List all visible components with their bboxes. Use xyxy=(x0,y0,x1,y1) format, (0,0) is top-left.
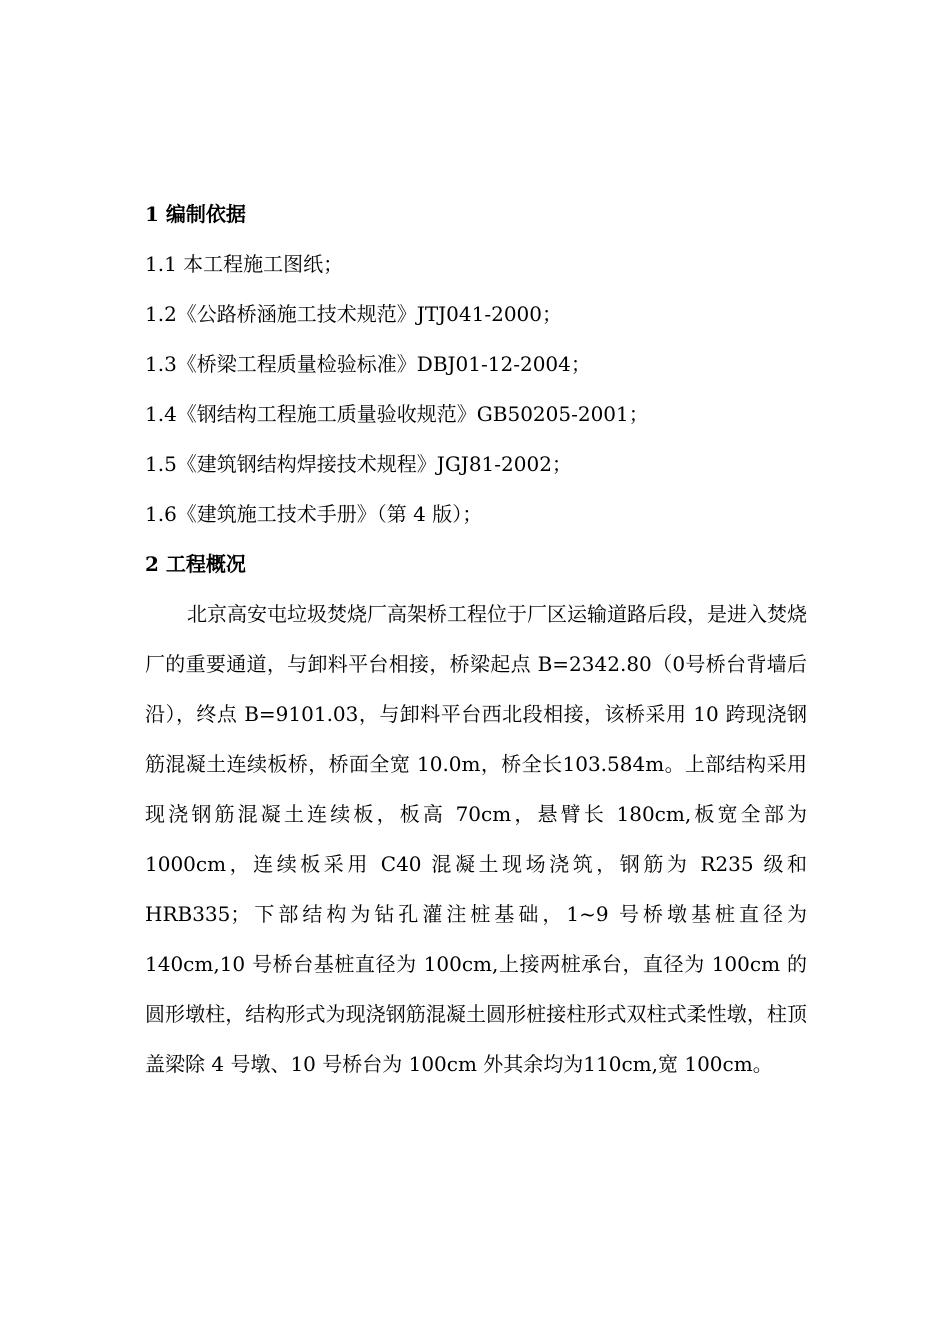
basis-item: 1.6《建筑施工技术手册》（第 4 版）； xyxy=(145,502,483,526)
basis-item: 1.2《公路桥涵施工技术规范》JTJ041-2000； xyxy=(145,302,563,326)
document-body xyxy=(145,197,807,1089)
basis-item: 1.3《桥梁工程质量检验标准》DBJ01-12-2004； xyxy=(145,352,591,376)
basis-item: 1.4《钢结构工程施工质量验收规范》GB50205-2001； xyxy=(145,402,649,426)
section-heading-overview: 2 工程概况 xyxy=(145,552,246,576)
basis-item: 1.1 本工程施工图纸； xyxy=(145,252,344,276)
overview-paragraph: 北京高安屯垃圾焚烧厂高架桥工程位于厂区运输道路后段，是进入焚烧厂的重要通道，与卸料平台相接，桥梁起点 B=2342.80（0号桥台背墙后沿），终点 B=9101.03，与卸料平台西北段相接，该桥采用 10 跨现浇钢筋混凝土连续板桥，桥面全宽 10.0m，桥全长103.584m。上部结构采用现浇钢筋混凝土连续板，板高 70cm，悬臂长 180cm,板宽全部为 1000cm，连续板采用 C40 混凝土现场浇筑，钢筋为 R235 级和 HRB335；下部结构为钻孔灌注桩基础，1~9 号桥墩基桩直径为 140cm,10 号桥台基桩直径为 100cm,上接两桩承台，直径为 100cm 的圆形墩柱，结构形式为现浇钢筋混凝土圆形桩接柱形式双柱式柔性墩，柱顶盖梁除 4 号墩、10 号桥台为 100cm 外其余均为110cm,宽 100cm。 xyxy=(145,602,807,1076)
basis-item: 1.5《建筑钢结构焊接技术规程》JGJ81-2002； xyxy=(145,452,572,476)
section-heading-basis: 1 编制依据 xyxy=(145,202,246,226)
